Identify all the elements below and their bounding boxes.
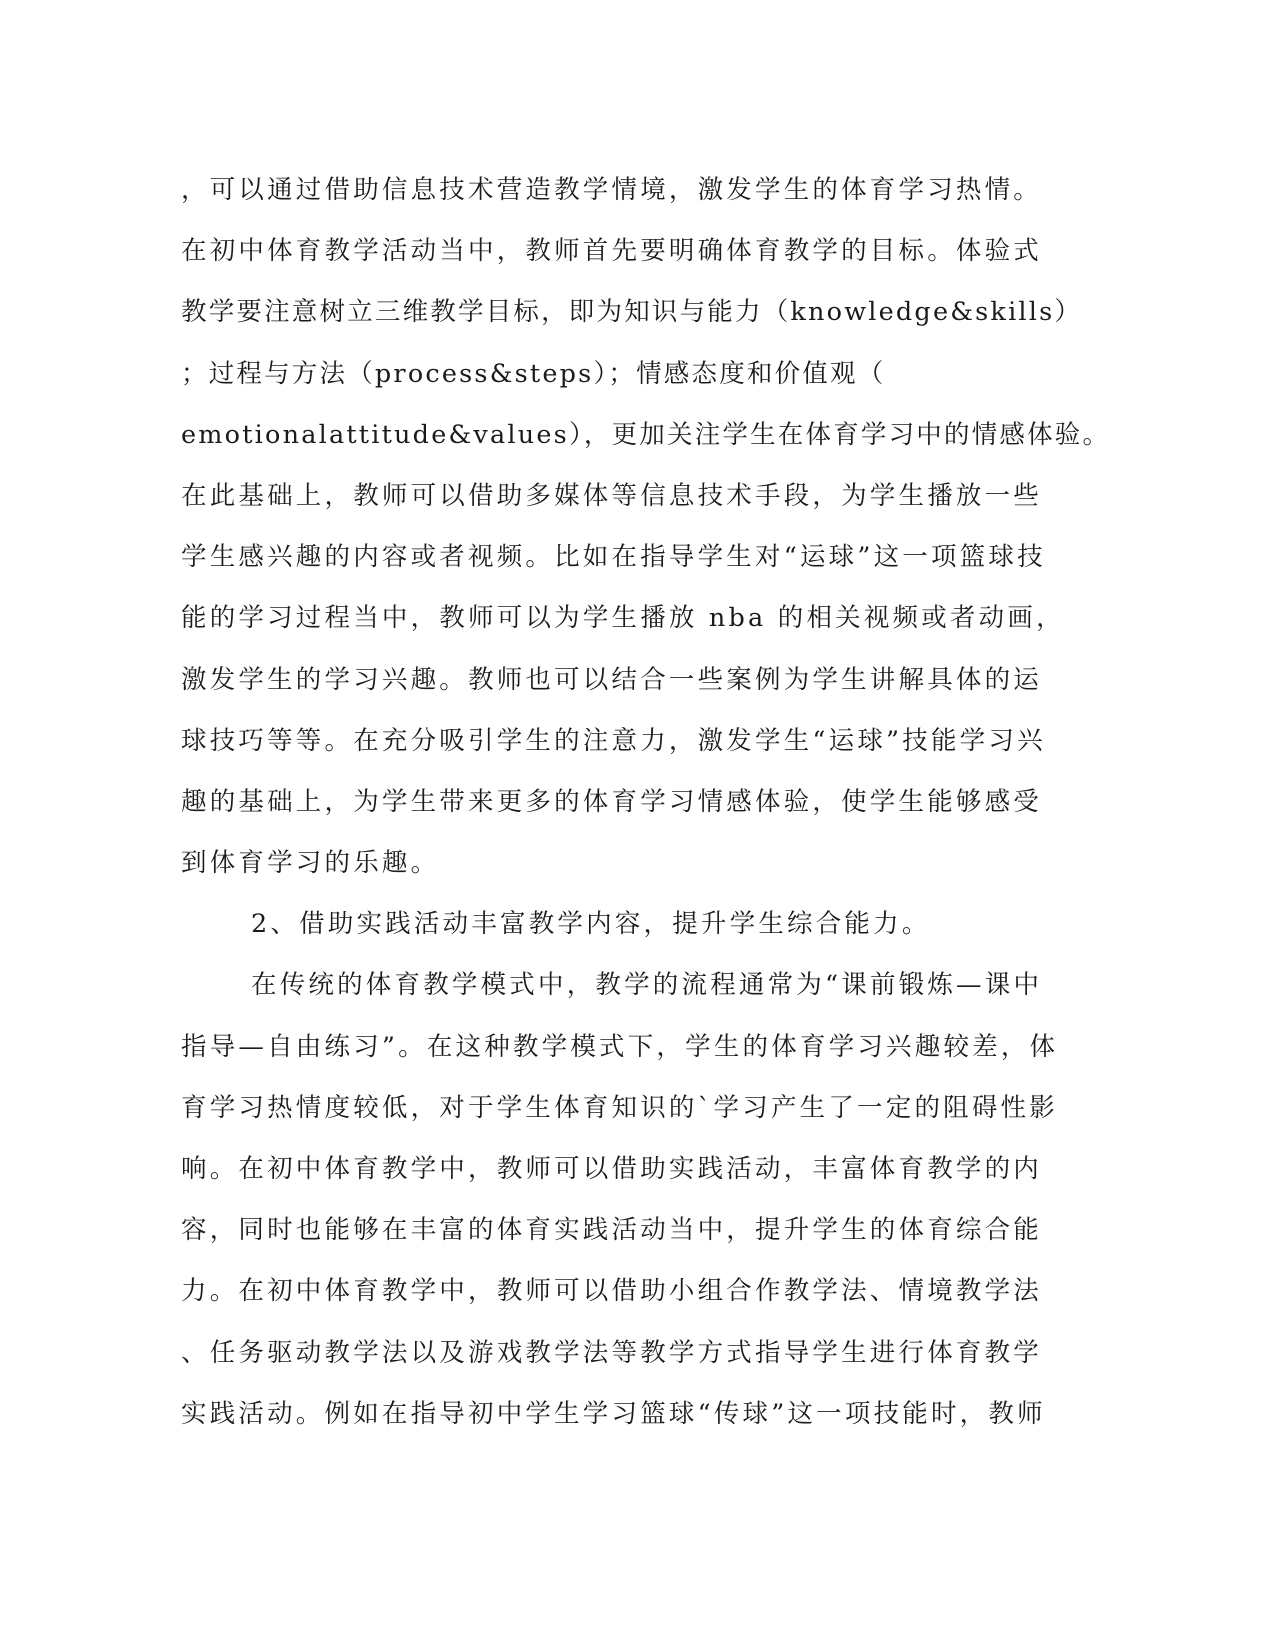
text-line: 到体育学习的乐趣。 xyxy=(181,848,440,879)
text-line: 响。在初中体育教学中，教师可以借助实践活动，丰富体育教学的内 xyxy=(181,1154,1043,1184)
text-line: 实践活动。例如在指导初中学生学习篮球“传球”这一项技能时，教师 xyxy=(181,1398,1046,1429)
text-line: ；过程与方法（process&steps）；情感态度和价值观（ xyxy=(181,358,886,389)
text-line: 力。在初中体育教学中，教师可以借助小组合作教学法、情境教学法 xyxy=(181,1276,1043,1307)
text-line: 教学要注意树立三维教学目标，即为知识与能力（knowledge&skills） xyxy=(181,297,1083,328)
text-line: 容，同时也能够在丰富的体育实践活动当中，提升学生的体育综合能 xyxy=(181,1215,1043,1246)
paragraph-first-line: 在传统的体育教学模式中，教学的流程通常为“课前锻炼—课中 xyxy=(251,970,1043,1001)
text-line: 球技巧等等。在充分吸引学生的注意力，激发学生“运球”技能学习兴 xyxy=(181,725,1046,756)
text-line: emotionalattitude&values），更加关注学生在体育学习中的情感体验。 xyxy=(181,419,1111,450)
text-line: 学生感兴趣的内容或者视频。比如在指导学生对“运球”这一项篮球技 xyxy=(181,542,1046,573)
text-line: 在初中体育教学活动当中，教师首先要明确体育教学的目标。体验式 xyxy=(181,236,1043,267)
text-line: 、任务驱动教学法以及游戏教学法等教学方式指导学生进行体育教学 xyxy=(181,1337,1043,1368)
text-line: 趣的基础上，为学生带来更多的体育学习情感体验，使学生能够感受 xyxy=(181,786,1043,817)
text-line: 育学习热情度较低，对于学生体育知识的`学习产生了一定的阻碍性影 xyxy=(181,1092,1058,1123)
body-text xyxy=(181,160,1111,1445)
text-line: 能的学习过程当中，教师可以为学生播放 nba 的相关视频或者动画， xyxy=(181,603,1065,634)
text-line: ，可以通过借助信息技术营造教学情境，激发学生的体育学习热情。 xyxy=(181,175,1043,205)
text-line: 指导—自由练习”。在这种教学模式下，学生的体育学习兴趣较差，体 xyxy=(181,1031,1059,1062)
text-line: 在此基础上，教师可以借助多媒体等信息技术手段，为学生播放一些 xyxy=(181,480,1043,511)
text-line: 激发学生的学习兴趣。教师也可以结合一些案例为学生讲解具体的运 xyxy=(181,664,1043,695)
section-heading: 2、借助实践活动丰富教学内容，提升学生综合能力。 xyxy=(251,909,931,940)
